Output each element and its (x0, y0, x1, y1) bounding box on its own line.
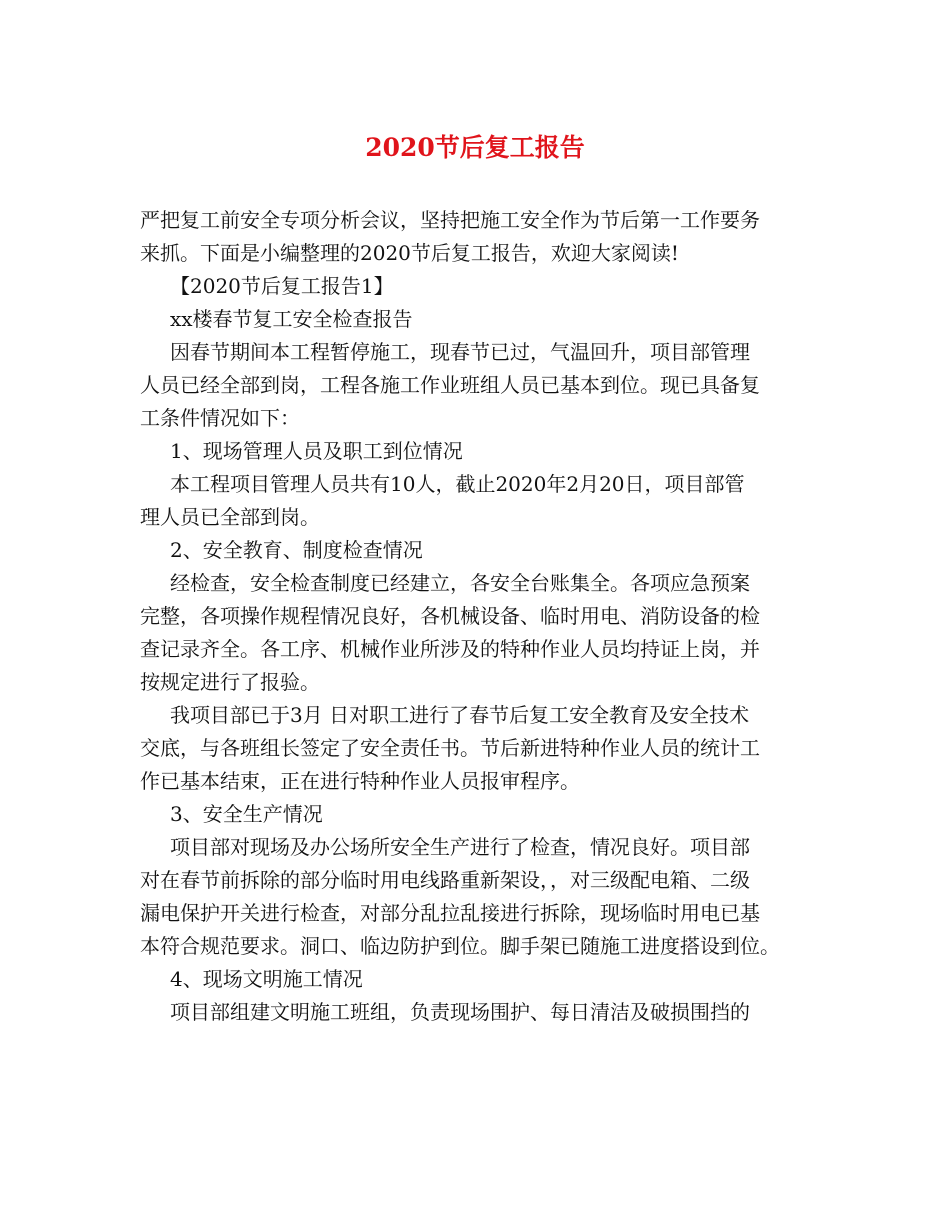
document-body (140, 204, 830, 1029)
text-line: 我项目部已于3月 日对职工进行了春节后复工安全教育及安全技术 (170, 703, 750, 727)
text-line: 因春节期间本工程暂停施工，现春节已过，气温回升，项目部管理 (170, 340, 750, 364)
text-line: 按规定进行了报验。 (140, 670, 320, 694)
text-line: 工条件情况如下： (140, 406, 300, 430)
text-line: 作已基本结束，正在进行特种作业人员报审程序。 (140, 769, 580, 793)
text-line: 查记录齐全。各工序、机械作业所涉及的特种作业人员均持证上岗，并 (140, 637, 760, 661)
text-line: 来抓。下面是小编整理的2020节后复工报告，欢迎大家阅读! (140, 241, 679, 265)
text-line: 对在春节前拆除的部分临时用电线路重新架设，，对三级配电箱、二级 (140, 868, 750, 892)
text-line: 理人员已全部到岗。 (140, 505, 320, 529)
text-line: 完整，各项操作规程情况良好，各机械设备、临时用电、消防设备的检 (140, 604, 760, 628)
text-line: 漏电保护开关进行检查，对部分乱拉乱接进行拆除，现场临时用电已基 (140, 901, 760, 925)
text-line: 严把复工前安全专项分析会议，坚持把施工安全作为节后第一工作要务 (140, 208, 760, 232)
text-line: 人员已经全部到岗，工程各施工作业班组人员已基本到位。现已具备复 (140, 373, 760, 397)
text-line: 经检查，安全检查制度已经建立，各安全台账集全。各项应急预案 (170, 571, 750, 595)
text-line: 本符合规范要求。洞口、临边防护到位。脚手架已随施工进度搭设到位。 (140, 934, 780, 958)
text-line: 本工程项目管理人员共有10人，截止2020年2月20日，项目部管 (170, 472, 745, 496)
text-line: 交底，与各班组长签定了安全责任书。节后新进特种作业人员的统计工 (140, 736, 760, 760)
text-line: 3、安全生产情况 (170, 802, 323, 826)
text-line: 项目部对现场及办公场所安全生产进行了检查，情况良好。项目部 (170, 835, 750, 859)
text-line: 2、安全教育、制度检查情况 (170, 538, 423, 562)
text-line: 【2020节后复工报告1】 (170, 274, 394, 298)
document-title: 2020节后复工报告 (365, 133, 585, 162)
text-line: 4、现场文明施工情况 (170, 967, 363, 991)
text-line: 项目部组建文明施工班组，负责现场围护、每日清洁及破损围挡的 (170, 1000, 750, 1024)
text-line: 1、现场管理人员及职工到位情况 (170, 439, 463, 463)
text-line: xx楼春节复工安全检查报告 (170, 307, 413, 331)
